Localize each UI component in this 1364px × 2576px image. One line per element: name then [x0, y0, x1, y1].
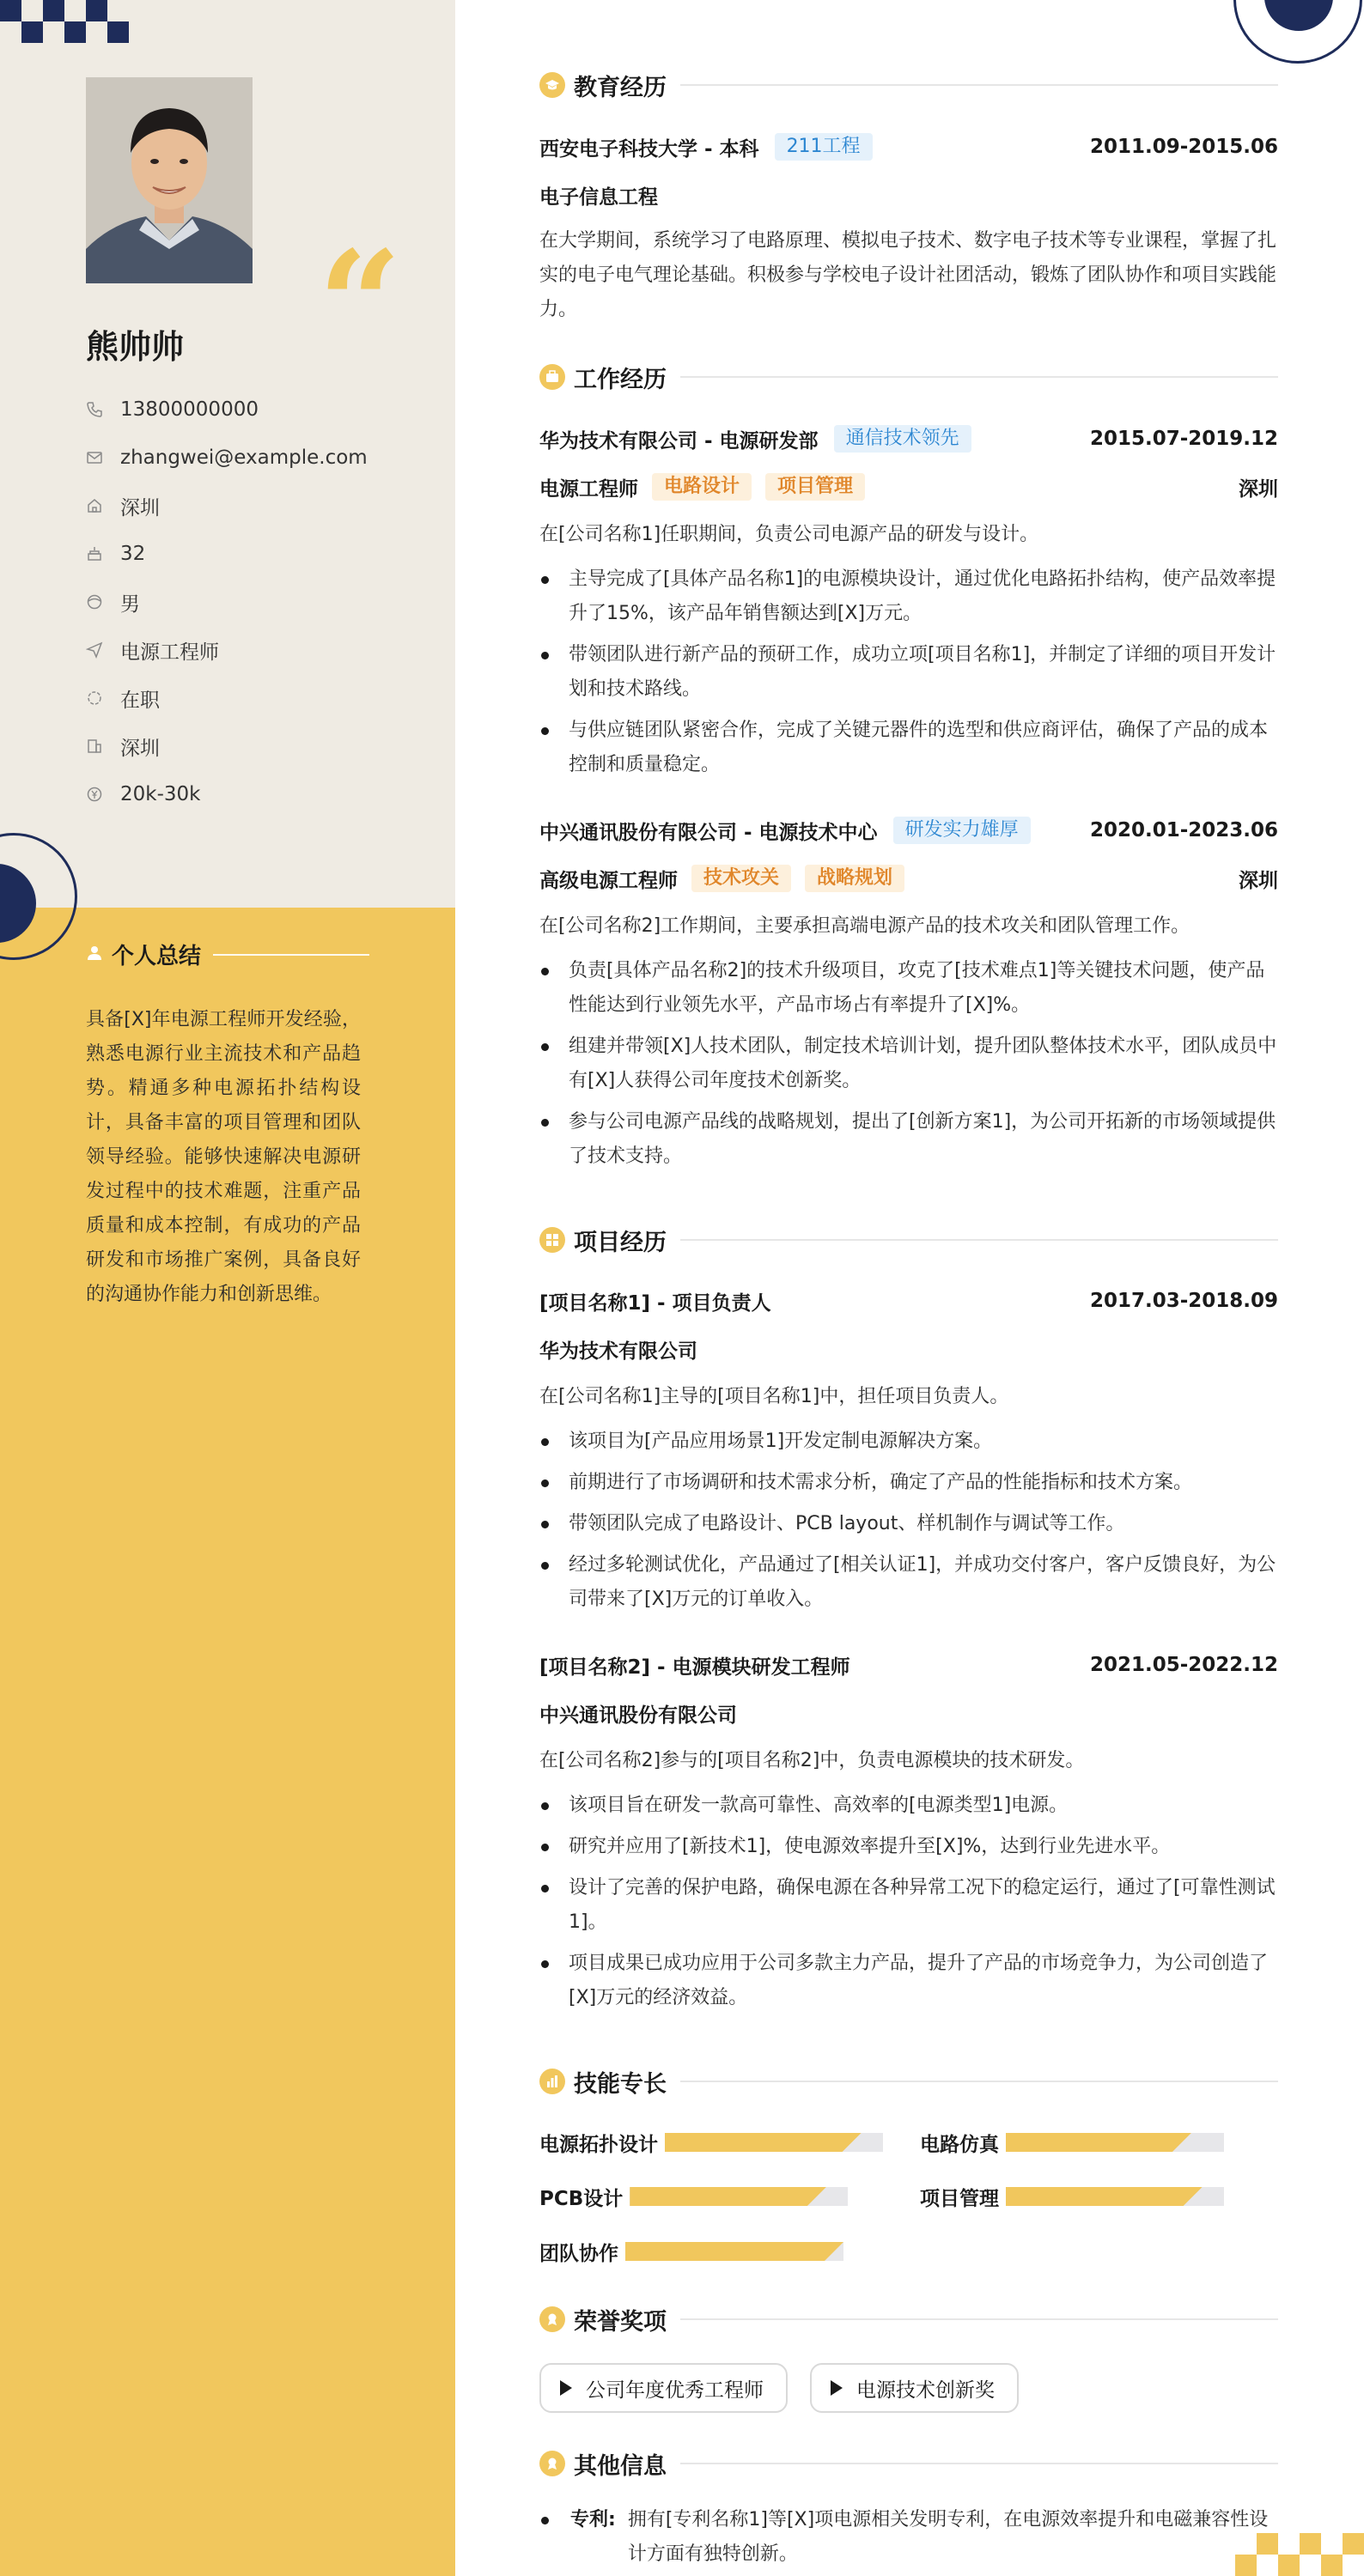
quote-mark-icon: “: [318, 219, 402, 391]
project-bullet: 前期进行了市场调研和技术需求分析，确定了产品的性能指标和技术方案。: [539, 1466, 1278, 1500]
skill-name: 团队协作: [539, 2242, 618, 2265]
skill-name: PCB设计: [539, 2187, 624, 2210]
contact-gender: [86, 578, 429, 626]
project-company: 华为技术有限公司: [539, 1340, 697, 1363]
skill-tag: 电路设计: [652, 473, 752, 501]
grid-icon: [539, 1227, 565, 1253]
skill-item: [920, 2127, 1224, 2158]
work-title: 工作经历: [574, 366, 667, 393]
cake-icon: [86, 545, 120, 562]
skill-name: 项目管理: [920, 2187, 999, 2210]
project-company: 中兴通讯股份有限公司: [539, 1704, 737, 1727]
project-bullet: 该项目旨在研发一款高可靠性、高效率的[电源类型1]电源。: [539, 1789, 1278, 1823]
email-icon: [86, 449, 120, 466]
project-intro: 在[公司名称1]主导的[项目名称1]中，担任项目负责人。: [539, 1386, 1009, 1407]
honor-label: 公司年度优秀工程师: [586, 2379, 764, 2402]
project-bullet-list: [539, 1789, 1278, 2015]
company-tag: 研发实力雄厚: [893, 817, 1031, 844]
honors-divider: [680, 2318, 1278, 2320]
other-label: 专利:: [570, 2509, 616, 2530]
education-entry: [539, 130, 1278, 327]
project-bullet: 经过多轮测试优化，产品通过了[相关认证1]，并成功交付客户，客户反馈良好，为公司带来了[X]万元的订单收入。: [539, 1548, 1278, 1617]
job-bullet-list: [539, 562, 1278, 782]
home-icon: [86, 497, 120, 514]
bullet-dot: [541, 2517, 549, 2524]
location-text: 深圳: [120, 496, 160, 519]
contact-salary: [86, 770, 429, 818]
other-title: 其他信息: [574, 2452, 667, 2480]
main-content: [539, 0, 1278, 2576]
work-section-heading: [539, 358, 1278, 396]
age-text: 32: [120, 543, 146, 565]
other-item: [539, 2503, 1278, 2572]
skill-item: [920, 2181, 1224, 2212]
sidebar: [0, 0, 455, 2576]
skill-bar-fill: [1006, 2133, 1191, 2152]
skill-bar: [630, 2187, 848, 2206]
skill-tag: 项目管理: [765, 473, 865, 501]
skill-bar: [625, 2242, 843, 2261]
other-text: 拥有[专利名称1]等[X]项电源相关发明专利，在电源效率提升和电磁兼容性设计方面有独特创新。: [627, 2509, 1269, 2565]
bar-chart-icon: [539, 2069, 565, 2094]
school-tag: 211工程: [775, 133, 873, 161]
honor-label: 电源技术创新奖: [856, 2379, 995, 2402]
skill-item: [539, 2181, 848, 2212]
contact-status: [86, 674, 429, 722]
contact-phone: [86, 386, 429, 434]
contact-list: [86, 386, 429, 818]
person-icon: [86, 945, 103, 965]
company-name: 中兴通讯股份有限公司 - 电源技术中心: [539, 821, 878, 844]
projects-section-heading: [539, 1221, 1278, 1259]
skill-bar-fill: [630, 2187, 826, 2206]
education-divider: [680, 84, 1278, 86]
salary-text: 20k-30k: [120, 783, 201, 805]
job-bullet-list: [539, 954, 1278, 1174]
job-city: 深圳: [1239, 477, 1278, 501]
projects-divider: [680, 1239, 1278, 1241]
skill-name: 电路仿真: [920, 2133, 999, 2156]
job-bullet: 组建并带领[X]人技术团队，制定技术培训计划，提升团队整体技术水平，团队成员中有[X]人获得公司年度技术创新奖。: [539, 1030, 1278, 1098]
salary-icon: [86, 786, 120, 803]
project-bullet: 带领团队完成了电路设计、PCB layout、样机制作与调试等工作。: [539, 1507, 1278, 1541]
project-bullet: 设计了完善的保护电路，确保电源在各种异常工况下的稳定运行，通过了[可靠性测试1]。: [539, 1871, 1278, 1940]
person-name: 熊帅帅: [86, 328, 185, 366]
skills-title: 技能专长: [574, 2070, 667, 2098]
project-name: [项目名称2] - 电源模块研发工程师: [539, 1656, 850, 1679]
honor-chip: [810, 2363, 1019, 2413]
contact-location: [86, 482, 429, 530]
graduation-cap-icon: [539, 72, 565, 98]
school-name: 西安电子科技大学 - 本科: [539, 137, 759, 161]
project-entry: [539, 1284, 1278, 1624]
skill-bar: [1006, 2133, 1224, 2152]
education-date: 2011.09-2015.06: [1089, 136, 1278, 158]
job-date: 2015.07-2019.12: [1089, 428, 1278, 450]
company-name: 华为技术有限公司 - 电源研发部: [539, 429, 819, 453]
avatar: [86, 77, 253, 283]
contact-position: [86, 626, 429, 674]
email-text: zhangwei@example.com: [120, 447, 368, 469]
project-name: [项目名称1] - 项目负责人: [539, 1291, 771, 1315]
projects-title: 项目经历: [574, 1229, 667, 1256]
briefcase-icon: [539, 364, 565, 390]
skill-bar: [1006, 2187, 1224, 2206]
info-icon: [539, 2451, 565, 2476]
contact-age: [86, 530, 429, 578]
phone-text: 13800000000: [120, 398, 259, 421]
skills-divider: [680, 2081, 1278, 2082]
skill-item: [539, 2236, 843, 2267]
gender-icon: [86, 593, 120, 611]
skill-tag: 技术攻关: [691, 865, 791, 892]
honors-title: 荣誉奖项: [574, 2308, 667, 2336]
play-icon: [831, 2380, 843, 2396]
project-intro: 在[公司名称2]参与的[项目名称2]中，负责电源模块的技术研发。: [539, 1750, 1085, 1771]
checker-decoration-top: [0, 0, 129, 43]
job-date: 2020.01-2023.06: [1089, 819, 1278, 841]
project-bullet-list: [539, 1425, 1278, 1617]
send-icon: [86, 641, 120, 659]
job-entry: [539, 813, 1278, 1181]
education-description: 在大学期间，系统学习了电路原理、模拟电子技术、数字电子技术等专业课程，掌握了扎实的电子电气理论基础。积极参与学校电子设计社团活动，锻炼了团队协作和项目实践能力。: [539, 230, 1277, 320]
status-text: 在职: [120, 689, 160, 712]
work-divider: [680, 376, 1278, 378]
skill-bar: [665, 2133, 883, 2152]
summary-text: 具备[X]年电源工程师开发经验，熟悉电源行业主流技术和产品趋势。精通多种电源拓扑结构设计，具备丰富的项目管理和团队领导经验。能够快速解决电源研发过程中的技术难题，注重产品质量和成本控制，有成功的产品研发和市场推广案例，具备良好的沟通协作能力和创新思维。: [86, 1009, 361, 1305]
skills-section-heading: [539, 2063, 1278, 2100]
project-bullet: 项目成果已成功应用于公司多款主力产品，提升了产品的市场竞争力，为公司创造了[X]万元的经济效益。: [539, 1947, 1278, 2015]
skill-item: [539, 2127, 883, 2158]
job-title: 电源工程师: [539, 477, 638, 501]
award-icon: [539, 2306, 565, 2332]
status-icon: [86, 690, 120, 707]
job-bullet: 带领团队进行新产品的预研工作，成功立项[项目名称1]，并制定了详细的项目开发计划和技术路线。: [539, 638, 1278, 707]
play-icon: [560, 2380, 572, 2396]
skill-bar-fill: [665, 2133, 862, 2152]
job-bullet: 负责[具体产品名称2]的技术升级项目，攻克了[技术难点1]等关键技术问题，使产品性能达到行业领先水平，产品市场占有率提升了[X]%。: [539, 954, 1278, 1023]
job-bullet: 参与公司电源产品线的战略规划，提出了[创新方案1]，为公司开拓新的市场领域提供了技术支持。: [539, 1105, 1278, 1174]
skill-bar-fill: [1006, 2187, 1203, 2206]
project-bullet: 该项目为[产品应用场景1]开发定制电源解决方案。: [539, 1425, 1278, 1459]
job-intro: 在[公司名称2]工作期间，主要承担高端电源产品的技术攻关和团队管理工作。: [539, 915, 1190, 937]
job-title: 高级电源工程师: [539, 869, 678, 892]
summary-heading: [86, 939, 369, 970]
company-tag: 通信技术领先: [834, 425, 971, 453]
job-intro: 在[公司名称1]任职期间，负责公司电源产品的研发与设计。: [539, 524, 1039, 545]
skill-bar-fill: [625, 2242, 843, 2261]
summary-title: 个人总结: [112, 944, 202, 969]
project-date: 2017.03-2018.09: [1089, 1290, 1278, 1312]
job-entry: [539, 422, 1278, 789]
other-section-heading: [539, 2445, 1278, 2482]
phone-icon: [86, 401, 120, 418]
project-bullet: 研究并应用了[新技术1]，使电源效率提升至[X]%，达到行业先进水平。: [539, 1830, 1278, 1864]
project-date: 2021.05-2022.12: [1089, 1654, 1278, 1676]
honors-section-heading: [539, 2300, 1278, 2338]
job-bullet: 主导完成了[具体产品名称1]的电源模块设计，通过优化电路拓扑结构，使产品效率提升了15%，该产品年销售额达到[X]万元。: [539, 562, 1278, 631]
skill-tag: 战略规划: [805, 865, 904, 892]
position-text: 电源工程师: [120, 641, 219, 664]
project-entry: [539, 1648, 1278, 2022]
job-city: 深圳: [1239, 869, 1278, 892]
skill-name: 电源拓扑设计: [539, 2133, 658, 2156]
summary-divider: [213, 954, 369, 956]
contact-email: [86, 434, 429, 482]
education-major: 电子信息工程: [539, 185, 658, 209]
city-text: 深圳: [120, 737, 160, 760]
honor-chip: [539, 2363, 788, 2413]
building-icon: [86, 738, 120, 755]
education-section-heading: [539, 66, 1278, 104]
other-divider: [680, 2463, 1278, 2464]
job-bullet: 与供应链团队紧密合作，完成了关键元器件的选型和供应商评估，确保了产品的成本控制和质量稳定。: [539, 714, 1278, 782]
education-title: 教育经历: [574, 74, 667, 101]
gender-text: 男: [120, 592, 140, 616]
contact-city: [86, 722, 429, 770]
